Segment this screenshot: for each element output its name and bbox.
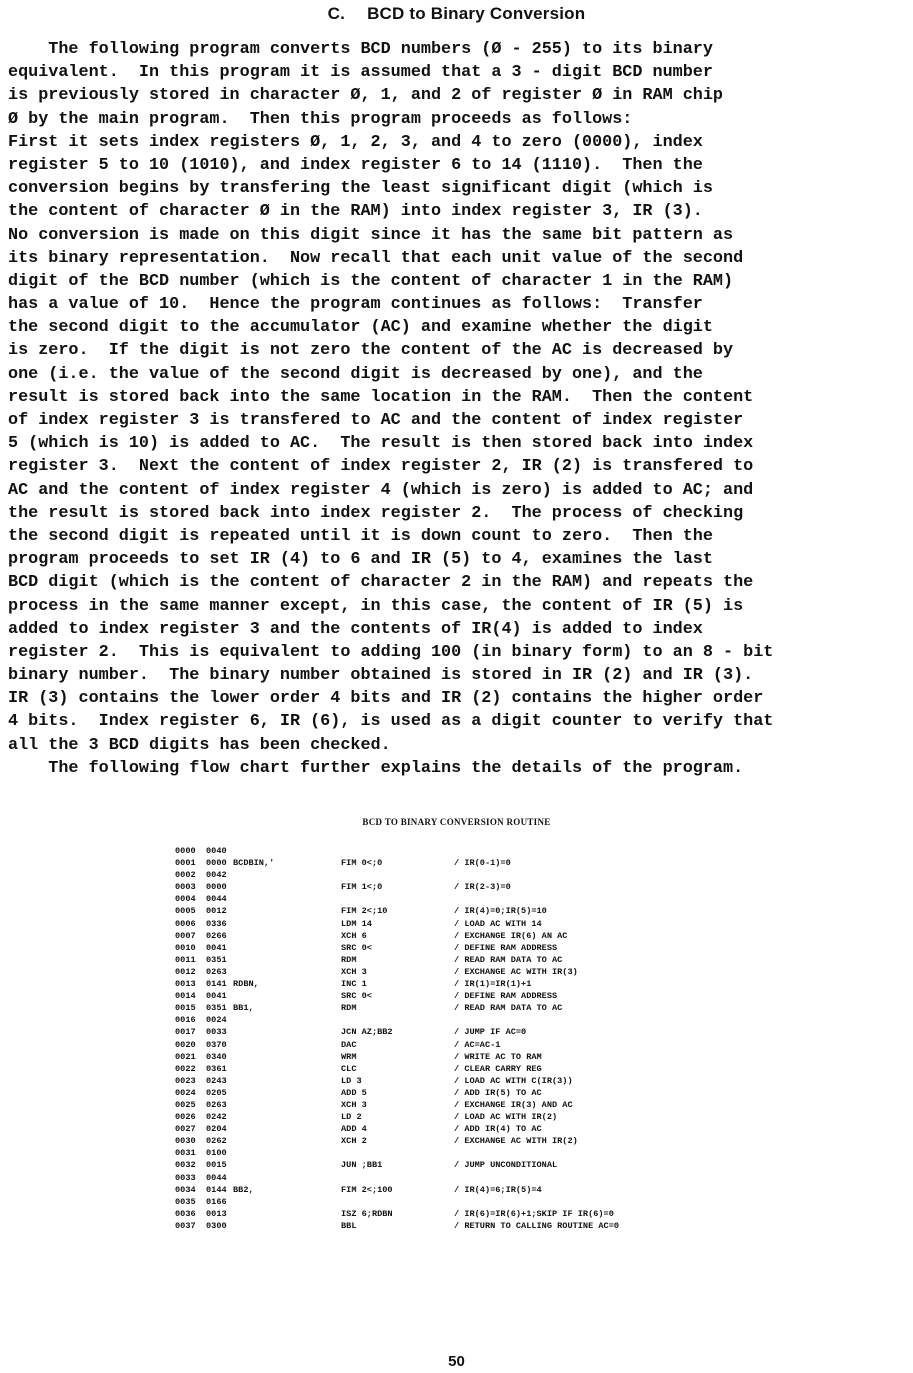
listing-octal-code: 0000	[206, 882, 227, 893]
body-text-line: is zero. If the digit is not zero the content of the AC is decreased by	[8, 341, 734, 361]
listing-row	[175, 1220, 675, 1232]
listing-label: BCDBIN,'	[233, 858, 275, 869]
listing-row	[175, 1147, 675, 1159]
listing-instruction: FIM 2<;100	[341, 1184, 393, 1195]
listing-row	[175, 1026, 675, 1038]
listing-instruction: BBL	[341, 1220, 357, 1231]
listing-octal-code: 0351	[206, 1003, 227, 1014]
listing-row	[175, 1172, 675, 1184]
body-text-line: all the 3 BCD digits has been checked.	[8, 735, 391, 755]
listing-instruction: LDM 14	[341, 918, 372, 929]
listing-instruction: SRC 0<	[341, 942, 372, 953]
listing-row	[175, 905, 675, 917]
listing-address: 0006	[175, 918, 196, 929]
listing-address: 0015	[175, 1003, 196, 1014]
listing-instruction: FIM 2<;10	[341, 906, 388, 917]
listing-row	[175, 845, 675, 857]
listing-row	[175, 930, 675, 942]
listing-comment: / IR(0-1)=0	[454, 858, 511, 869]
listing-row	[175, 1051, 675, 1063]
listing-octal-code: 0000	[206, 858, 227, 869]
body-text-line: The following program converts BCD numbers (Ø - 255) to its binary	[8, 40, 713, 59]
listing-octal-code: 0351	[206, 954, 227, 965]
assembly-listing	[175, 845, 675, 1232]
body-text-line: added to index register 3 and the contents of IR(4) is added to index	[8, 619, 703, 639]
listing-address: 0003	[175, 882, 196, 893]
body-text-line: register 5 to 10 (1010), and index register 6 to 14 (1110). Then the	[8, 155, 703, 175]
listing-label: BB2,	[233, 1184, 254, 1195]
listing-address: 0007	[175, 930, 196, 941]
body-text-line: the content of character Ø in the RAM) into index register 3, IR (3).	[8, 202, 703, 222]
listing-octal-code: 0013	[206, 1208, 227, 1219]
listing-octal-code: 0044	[206, 1172, 227, 1183]
listing-row	[175, 978, 675, 990]
listing-instruction: XCH 3	[341, 966, 367, 977]
listing-address: 0014	[175, 991, 196, 1002]
listing-comment: / EXCHANGE AC WITH IR(3)	[454, 966, 578, 977]
listing-address: 0026	[175, 1112, 196, 1123]
listing-row	[175, 1014, 675, 1026]
listing-instruction: ISZ 6;RDBN	[341, 1208, 393, 1219]
body-text-line: program proceeds to set IR (4) to 6 and IR (5) to 4, examines the last	[8, 550, 713, 570]
listing-octal-code: 0262	[206, 1136, 227, 1147]
listing-address: 0013	[175, 979, 196, 990]
listing-address: 0035	[175, 1196, 196, 1207]
body-text-line: the result is stored back into index register 2. The process of checking	[8, 503, 744, 523]
listing-address: 0032	[175, 1160, 196, 1171]
listing-comment: / ADD IR(4) TO AC	[454, 1124, 542, 1135]
listing-instruction: WRM	[341, 1051, 357, 1062]
listing-row	[175, 1159, 675, 1171]
listing-comment: / IR(1)=IR(1)+1	[454, 979, 532, 990]
listing-address: 0010	[175, 942, 196, 953]
listing-octal-code: 0040	[206, 846, 227, 856]
listing-comment: / EXCHANGE IR(3) AND AC	[454, 1099, 573, 1110]
body-paragraphs	[8, 38, 913, 780]
body-text-line: The following flow chart further explains the details of the program.	[8, 758, 744, 778]
section-title: BCD to Binary Conversion	[367, 4, 586, 23]
listing-address: 0036	[175, 1208, 196, 1219]
listing-comment: / EXCHANGE IR(6) AN AC	[454, 930, 568, 941]
listing-octal-code: 0204	[206, 1124, 227, 1135]
listing-address: 0011	[175, 954, 196, 965]
listing-instruction: LD 3	[341, 1075, 362, 1086]
section-heading	[0, 4, 913, 24]
listing-row	[175, 1075, 675, 1087]
listing-octal-code: 0042	[206, 870, 227, 881]
listing-octal-code: 0263	[206, 966, 227, 977]
listing-row	[175, 893, 675, 905]
listing-row	[175, 881, 675, 893]
listing-address: 0000	[175, 846, 196, 856]
listing-comment: / DEFINE RAM ADDRESS	[454, 942, 558, 953]
listing-comment: / AC=AC-1	[454, 1039, 501, 1050]
listing-address: 0023	[175, 1075, 196, 1086]
listing-label: BB1,	[233, 1003, 254, 1014]
listing-comment: / READ RAM DATA TO AC	[454, 954, 563, 965]
listing-instruction: RDM	[341, 954, 357, 965]
body-text-line: has a value of 10. Hence the program continues as follows: Transfer	[8, 295, 703, 315]
listing-comment: / IR(4)=6;IR(5)=4	[454, 1184, 542, 1195]
listing-octal-code: 0015	[206, 1160, 227, 1171]
listing-row	[175, 1184, 675, 1196]
listing-instruction: JUN ;BB1	[341, 1160, 383, 1171]
listing-address: 0037	[175, 1220, 196, 1231]
body-text-line: 4 bits. Index register 6, IR (6), is used as a digit counter to verify that	[8, 712, 774, 732]
body-text-line: is previously stored in character Ø, 1, and 2 of register Ø in RAM chip	[8, 86, 723, 106]
body-text-line: the second digit to the accumulator (AC) and examine whether the digit	[8, 318, 713, 338]
listing-address: 0017	[175, 1027, 196, 1038]
listing-octal-code: 0336	[206, 918, 227, 929]
body-text-line: Ø by the main program. Then this program proceeds as follows:	[8, 109, 633, 129]
listing-address: 0001	[175, 858, 196, 869]
body-text-line: its binary representation. Now recall that each unit value of the second	[8, 248, 744, 268]
body-text-line: IR (3) contains the lower order 4 bits and IR (2) contains the higher order	[8, 689, 764, 709]
listing-row	[175, 1135, 675, 1147]
listing-address: 0031	[175, 1148, 196, 1159]
listing-octal-code: 0242	[206, 1112, 227, 1123]
listing-row	[175, 942, 675, 954]
listing-row	[175, 1002, 675, 1014]
body-text-line: process in the same manner except, in this case, the content of IR (5) is	[8, 596, 744, 616]
listing-comment: / LOAD AC WITH C(IR(3))	[454, 1075, 573, 1086]
listing-instruction: FIM 1<;0	[341, 882, 383, 893]
listing-row	[175, 1039, 675, 1051]
page-number: 50	[448, 1353, 465, 1370]
listing-comment: / JUMP UNCONDITIONAL	[454, 1160, 558, 1171]
body-text-line: of index register 3 is transfered to AC and the content of index register	[8, 411, 744, 430]
listing-label: RDBN,	[233, 979, 259, 990]
listing-row	[175, 857, 675, 869]
body-text-line: result is stored back into the same location in the RAM. Then the content	[8, 387, 754, 407]
listing-octal-code: 0012	[206, 906, 227, 917]
listing-comment: / WRITE AC TO RAM	[454, 1051, 542, 1062]
listing-instruction: DAC	[341, 1039, 357, 1050]
listing-instruction: INC 1	[341, 979, 367, 990]
listing-address: 0005	[175, 906, 196, 917]
listing-instruction: XCH 2	[341, 1136, 367, 1147]
listing-address: 0002	[175, 870, 196, 881]
listing-octal-code: 0243	[206, 1075, 227, 1086]
body-text-line: No conversion is made on this digit since it has the same bit pattern as	[8, 225, 734, 245]
listing-instruction: RDM	[341, 1003, 357, 1014]
listing-octal-code: 0024	[206, 1015, 227, 1026]
listing-row	[175, 954, 675, 966]
listing-instruction: LD 2	[341, 1112, 362, 1123]
listing-row	[175, 1099, 675, 1111]
listing-address: 0016	[175, 1015, 196, 1026]
body-text-line: BCD digit (which is the content of character 2 in the RAM) and repeats the	[8, 573, 754, 593]
listing-octal-code: 0370	[206, 1039, 227, 1050]
body-text-line: equivalent. In this program it is assumed that a 3 - digit BCD number	[8, 63, 713, 83]
listing-comment: / RETURN TO CALLING ROUTINE AC=0	[454, 1220, 620, 1231]
body-text-line: AC and the content of index register 4 (which is zero) is added to AC; and	[8, 480, 754, 500]
listing-address: 0020	[175, 1039, 196, 1050]
listing-instruction: JCN AZ;BB2	[341, 1027, 393, 1038]
listing-row	[175, 869, 675, 881]
body-text-line: conversion begins by transfering the least significant digit (which is	[8, 179, 713, 199]
listing-address: 0025	[175, 1099, 196, 1110]
listing-instruction: SRC 0<	[341, 991, 372, 1002]
body-text-line: register 2. This is equivalent to adding 100 (in binary form) to an 8 - bit	[8, 642, 774, 662]
listing-octal-code: 0100	[206, 1148, 227, 1159]
listing-comment: / DEFINE RAM ADDRESS	[454, 991, 558, 1002]
body-text-line: register 3. Next the content of index register 2, IR (2) is transfered to	[8, 457, 754, 477]
listing-row	[175, 1087, 675, 1099]
listing-instruction: XCH 6	[341, 930, 367, 941]
listing-octal-code: 0205	[206, 1087, 227, 1098]
listing-octal-code: 0300	[206, 1220, 227, 1231]
listing-address: 0034	[175, 1184, 196, 1195]
listing-comment: / ADD IR(5) TO AC	[454, 1087, 542, 1098]
body-text-line: the second digit is repeated until it is down count to zero. Then the	[8, 526, 713, 546]
listing-octal-code: 0340	[206, 1051, 227, 1062]
listing-row	[175, 1123, 675, 1135]
listing-octal-code: 0144	[206, 1184, 227, 1195]
listing-instruction: ADD 4	[341, 1124, 367, 1135]
listing-comment: / READ RAM DATA TO AC	[454, 1003, 563, 1014]
listing-address: 0027	[175, 1124, 196, 1135]
listing-address: 0024	[175, 1087, 196, 1098]
listing-octal-code: 0041	[206, 942, 227, 953]
listing-instruction: XCH 3	[341, 1099, 367, 1110]
listing-octal-code: 0041	[206, 991, 227, 1002]
listing-octal-code: 0033	[206, 1027, 227, 1038]
listing-comment: / LOAD AC WITH 14	[454, 918, 542, 929]
listing-row	[175, 1208, 675, 1220]
listing-address: 0022	[175, 1063, 196, 1074]
body-text-line: binary number. The binary number obtained is stored in IR (2) and IR (3).	[8, 666, 754, 686]
listing-comment: / LOAD AC WITH IR(2)	[454, 1112, 558, 1123]
listing-row	[175, 966, 675, 978]
listing-address: 0033	[175, 1172, 196, 1183]
listing-address: 0030	[175, 1136, 196, 1147]
listing-row	[175, 1063, 675, 1075]
listing-octal-code: 0266	[206, 930, 227, 941]
listing-comment: / CLEAR CARRY REG	[454, 1063, 542, 1074]
listing-comment: / IR(2-3)=0	[454, 882, 511, 893]
listing-address: 0004	[175, 894, 196, 905]
body-text-line: 5 (which is 10) is added to AC. The result is then stored back into index	[8, 434, 754, 454]
body-text-line: First it sets index registers Ø, 1, 2, 3, and 4 to zero (0000), index	[8, 132, 703, 152]
listing-comment: / IR(4)=0;IR(5)=10	[454, 906, 547, 917]
listing-comment: / IR(6)=IR(6)+1;SKIP IF IR(6)=0	[454, 1208, 614, 1219]
body-text-line: digit of the BCD number (which is the content of character 1 in the RAM)	[8, 271, 734, 291]
body-text-line: one (i.e. the value of the second digit is decreased by one), and the	[8, 364, 703, 384]
listing-octal-code: 0166	[206, 1196, 227, 1207]
listing-instruction: CLC	[341, 1063, 357, 1074]
listing-row	[175, 1111, 675, 1123]
listing-address: 0012	[175, 966, 196, 977]
listing-octal-code: 0141	[206, 979, 227, 990]
listing-row	[175, 1196, 675, 1208]
listing-octal-code: 0263	[206, 1099, 227, 1110]
listing-title: BCD TO BINARY CONVERSION ROUTINE	[362, 817, 551, 827]
listing-row	[175, 990, 675, 1002]
section-letter: C.	[327, 4, 346, 23]
listing-comment: / JUMP IF AC=0	[454, 1027, 527, 1038]
listing-instruction: ADD 5	[341, 1087, 367, 1098]
listing-octal-code: 0361	[206, 1063, 227, 1074]
listing-octal-code: 0044	[206, 894, 227, 905]
listing-row	[175, 918, 675, 930]
listing-instruction: FIM 0<;0	[341, 858, 383, 869]
listing-address: 0021	[175, 1051, 196, 1062]
listing-comment: / EXCHANGE AC WITH IR(2)	[454, 1136, 578, 1147]
